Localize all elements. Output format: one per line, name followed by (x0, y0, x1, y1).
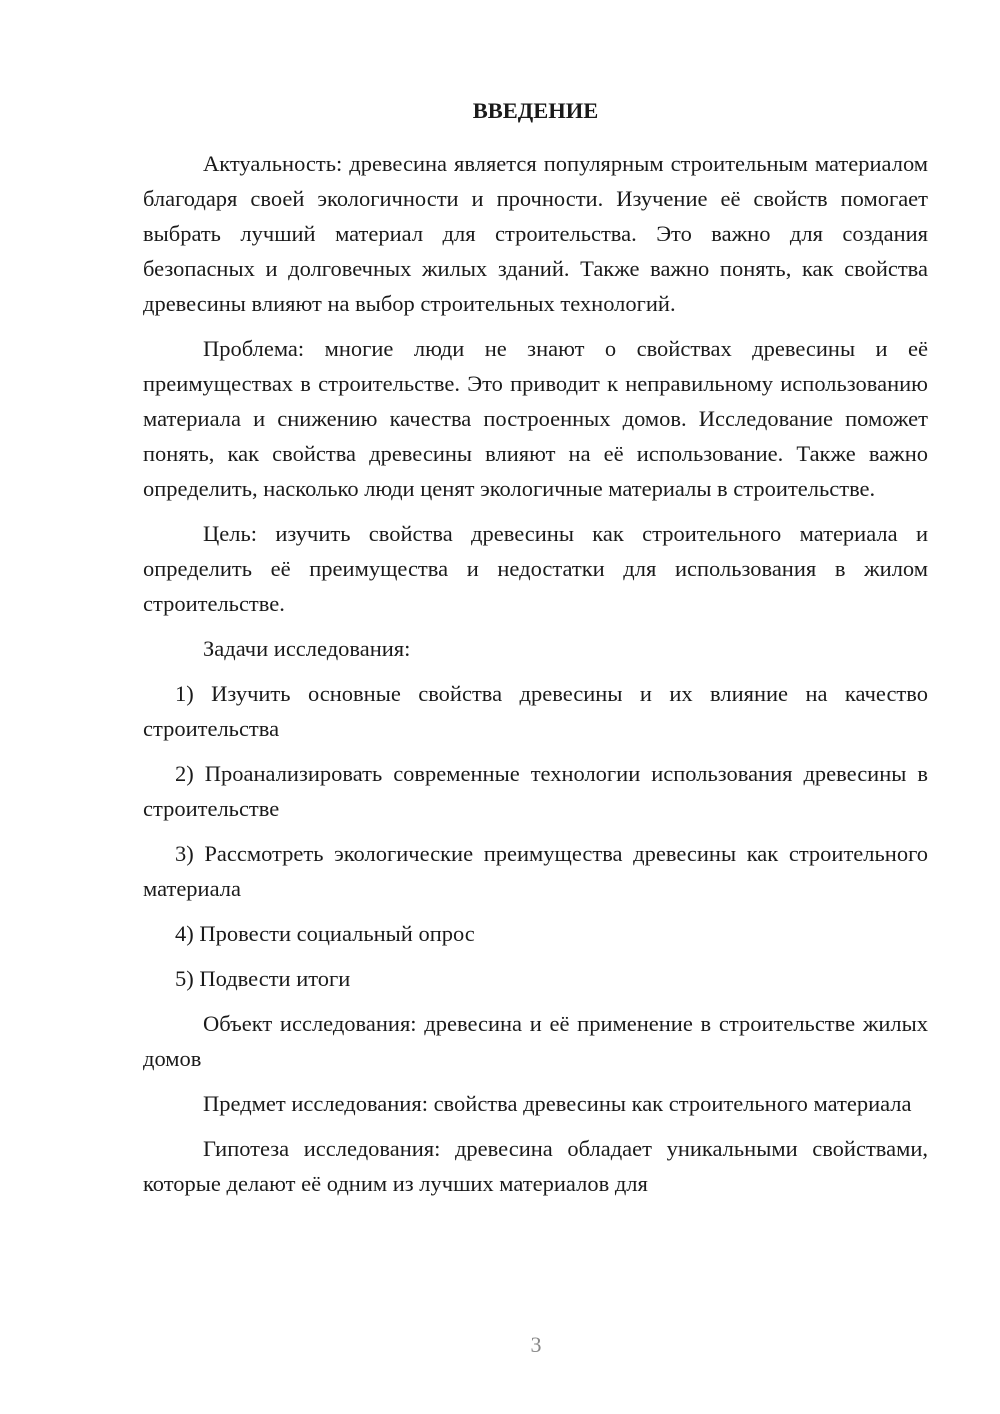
paragraph-goal: Цель: изучить свойства древесины как строительного материала и определить её преимущества и недостатки для использования в жилом строительстве. (143, 521, 928, 616)
page-content (143, 93, 928, 1211)
paragraph-hypothesis: Гипотеза исследования: древесина обладает уникальными свойствами, которые делают её одним из лучших материалов для (143, 1136, 928, 1196)
paragraph-problem: Проблема: многие люди не знают о свойствах древесины и её преимуществах в строительстве. Это приводит к неправильному использованию материала и снижению качества построенных домов. Исследование поможет понять, как свойства древесины влияют на её использование. Также важно определить, насколько люди ценят экологичные материалы в строительстве. (143, 336, 928, 501)
task-item: 4) Провести социальный опрос (175, 921, 475, 946)
paragraph-relevance: Актуальность: древесина является популярным строительным материалом благодаря своей экологичности и прочности. Изучение её свойств помогает выбрать лучший материал для строительства. Это важно для создания безопасных и долговечных жилых зданий. Также важно понять, как свойства древесины влияют на выбор строительных технологий. (143, 151, 928, 316)
task-item: 3) Рассмотреть экологические преимущества древесины как строительного материала (143, 841, 928, 901)
task-item: 2) Проанализировать современные технологии использования древесины в строительстве (143, 761, 928, 821)
section-title: ВВЕДЕНИЕ (472, 98, 599, 123)
paragraph-object: Объект исследования: древесина и её применение в строительстве жилых домов (143, 1011, 928, 1071)
paragraph-tasks-heading: Задачи исследования: (203, 636, 411, 661)
task-item: 1) Изучить основные свойства древесины и их влияние на качество строительства (143, 681, 928, 741)
paragraph-subject: Предмет исследования: свойства древесины как строительного материала (203, 1091, 912, 1116)
page-number: 3 (530, 1332, 542, 1357)
task-item: 5) Подвести итоги (175, 966, 351, 991)
